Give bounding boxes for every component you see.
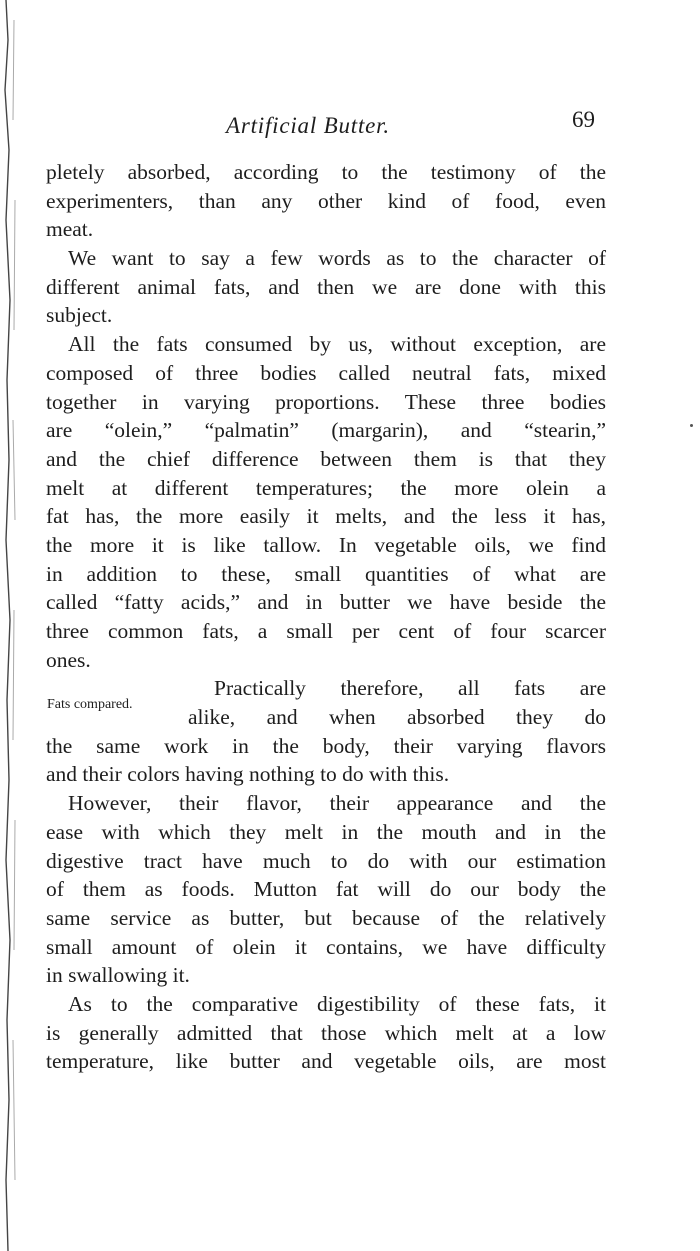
text-line: together in varying proportions. These three bodies [46,389,606,414]
text-line: small amount of olein it contains, we have difficulty [46,934,606,959]
text-line: in addition to these, small quantities of what are [46,561,606,586]
text-line: Practically therefore, all fats are [214,676,606,701]
text-line: the same work in the body, their varying flavors [46,733,606,758]
page-header [0,105,700,145]
text-line: meat. [46,217,94,242]
body-text [46,158,606,1076]
margin-note: Fats compared. [47,697,133,712]
text-line: fat has, the more easily it melts, and the less it has, [46,504,606,529]
paragraph [46,244,606,330]
text-line: are “olein,” “palmatin” (margarin), and “stearin,” [46,418,606,443]
text-line: ones. [46,647,91,672]
paragraph [46,990,606,1076]
text-line: three common fats, a small per cent of four scarcer [46,619,606,643]
paragraph [46,789,606,990]
paragraph [46,158,606,244]
text-line: All the fats consumed by us, without exception, are [68,332,606,357]
text-line: and the chief difference between them is that they [46,446,606,471]
text-line: However, their flavor, their appearance and the [68,791,606,816]
text-line: subject. [46,303,113,328]
text-line: ease with which they melt in the mouth and in the [46,819,606,844]
text-line: of them as foods. Mutton fat will do our body the [46,877,606,902]
paragraph [46,330,606,674]
ink-speck [690,424,693,427]
text-line: called “fatty acids,” and in butter we have beside the [46,590,606,615]
text-line: digestive tract have much to do with our estimation [46,848,606,873]
text-line: experimenters, than any other kind of food, even [46,188,606,213]
binding-edge [0,0,22,1251]
text-line: is generally admitted that those which melt at a low [46,1020,606,1045]
text-line: melt at different temperatures; the more olein a [46,475,606,500]
text-line: same service as butter, but because of the relatively [46,905,606,930]
page-number: 69 [572,107,595,132]
text-line: in swallowing it. [46,963,190,988]
text-line: temperature, like butter and vegetable oils, are most [46,1049,606,1074]
text-line: pletely absorbed, according to the testimony of the [46,160,606,184]
paragraph [46,674,606,789]
text-line: We want to say a few words as to the character of [68,246,606,271]
text-line: and their colors having nothing to do with this. [46,762,450,787]
text-line: composed of three bodies called neutral fats, mixed [46,360,606,385]
text-line: the more it is like tallow. In vegetable oils, we find [46,532,606,557]
text-line: different animal fats, and then we are done with this [46,274,606,299]
running-title: Artificial Butter. [226,113,390,138]
text-line: As to the comparative digestibility of these fats, it [68,991,606,1016]
text-line: alike, and when absorbed they do [188,705,606,730]
